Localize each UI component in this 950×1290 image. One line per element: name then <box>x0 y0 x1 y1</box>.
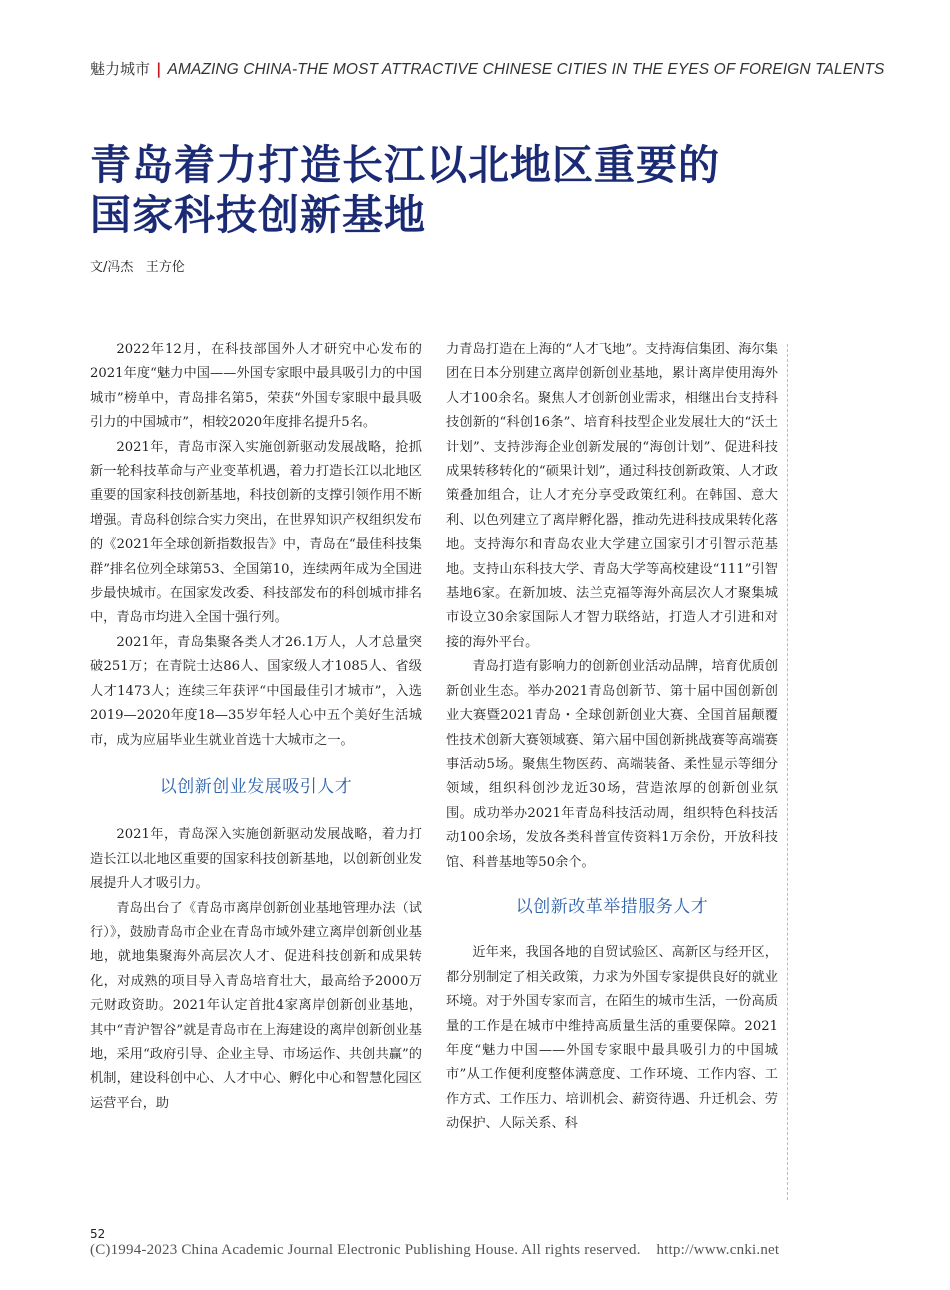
paragraph: 青岛打造有影响力的创新创业活动品牌，培育优质创新创业生态。举办2021青岛创新节、第十届中国创新创业大赛暨2021青岛・全球创新创业大赛、全国首届颠覆性技术创新大赛领域赛、第六届中国创新挑战赛等高端赛事活动5场。聚焦生物医药、高端装备、柔性显示等细分领域，组织科创沙龙近30场，营造浓厚的创新创业氛围。成功举办2021年青岛科技活动周，组织特色科技活动100余场，发放各类科普宣传资料1万余份，开放科技馆、科普基地等50余个。 <box>446 659 778 870</box>
page-number: 52 <box>90 1227 106 1241</box>
title-line-1: 青岛着力打造长江以北地区重要的 <box>90 141 720 189</box>
paragraph-continued: 力青岛打造在上海的“人才飞地”。支持海信集团、海尔集团在日本分别建立离岸创新创业基地，累计离岸使用海外人才100余名。聚焦人才创新创业需求，相继出台支持科技创新的“科创16条”、培育科技型企业发展壮大的“沃土计划”、支持涉海企业创新发展的“海创计划”、促进科技成果转移转化的“硕果计划”，通过科技创新政策、人才政策叠加组合，让人才充分享受政策红利。在韩国、意大利、以色列建立了离岸孵化器，推动先进科技成果转化落地。支持海尔和青岛农业大学建立国家引才引智示范基地。支持山东科技大学、青岛大学等高校建设“111”引智基地6家。在新加坡、法兰克福等海外高层次人才聚集城市设立30余家国际人才智力联络站，打造人才引进和对接的海外平台。 <box>446 342 778 650</box>
title-line-2: 国家科技创新基地 <box>90 191 426 239</box>
section-name: 魅力城市 <box>90 60 151 78</box>
paragraph: 近年来，我国各地的自贸试验区、高新区与经开区，都分别制定了相关政策，力求为外国专家提供良好的就业环境。对于外国专家而言，在陌生的城市生活，一份高质量的工作是在城市中维持高质量生活的重要保障。2021年度“魅力中国——外国专家眼中最具吸引力的中国城市”从工作便利度整体满意度、工作环境、工作内容、工作方式、工作压力、培训机会、薪资待遇、升迁机会、劳动保护、人际关系、科 <box>446 945 778 1132</box>
paragraph: 青岛出台了《青岛市离岸创新创业基地管理办法（试行）》，鼓励青岛市企业在青岛市域外建立离岸创新创业基地，就地集聚海外高层次人才、促进科技创新和成果转化，对成熟的项目导入青岛培育壮大，最高给予2000万元财政资助。2021年认定首批4家离岸创新创业基地，其中“青沪智谷”就是青岛市在上海建设的离岸创新创业基地，采用“政府引导、企业主导、市场运作、共创共赢”的机制，建设科创中心、人才中心、孵化中心和智慧化园区运营平台，助 <box>90 900 422 1111</box>
article-authors: 文/冯杰 王方伦 <box>90 260 185 275</box>
paragraph: 2021年，青岛集聚各类人才26.1万人，人才总量突破251万；在青院士达86人、国家级人才1085人、省级人才1473人；连续三年获评“中国最佳引才城市”，入选2019—2020年度18—35岁年轻人心中五个美好生活城市，成为应届毕业生就业首选十大城市之一。 <box>90 634 422 748</box>
column-divider <box>787 344 788 1200</box>
section-heading: 以创新创业发展吸引人才 <box>159 776 353 797</box>
running-header <box>90 58 884 79</box>
left-column <box>90 338 422 1116</box>
right-column <box>446 338 778 1137</box>
paragraph: 2021年，青岛深入实施创新驱动发展战略，着力打造长江以北地区重要的国家科技创新基地，以创新创业发展提升人才吸引力。 <box>90 827 422 892</box>
section-heading: 以创新改革举措服务人才 <box>515 896 709 917</box>
paragraph: 2021年，青岛市深入实施创新驱动发展战略，抢抓新一轮科技革命与产业变革机遇，着力打造长江以北地区重要的国家科技创新基地，科技创新的支撑引领作用不断增强。青岛科创综合实力突出，在世界知识产权组织发布的《2021年全球创新指数报告》中，青岛在“最佳科技集群”排名位列全球第53、全国第10，连续两年成为全国进步最快城市。在国家发改委、科技部发布的科创城市排名中，青岛市均进入全国十强行列。 <box>90 439 422 626</box>
header-subtitle: AMAZING CHINA-THE MOST ATTRACTIVE CHINESE CITIES IN THE EYES OF FOREIGN TALENTS <box>167 61 885 78</box>
article-title <box>90 140 720 240</box>
header-separator: | <box>156 60 162 78</box>
paragraph: 2022年12月，在科技部国外人才研究中心发布的2021年度“魅力中国——外国专家眼中最具吸引力的中国城市”榜单中，青岛排名第5，荣获“外国专家眼中最具吸引力的中国城市”，相较2020年度排名提升5名。 <box>90 342 422 431</box>
copyright-notice: (C)1994-2023 China Academic Journal Electronic Publishing House. All rights reserved. http://www.cnki.net <box>90 1242 780 1258</box>
